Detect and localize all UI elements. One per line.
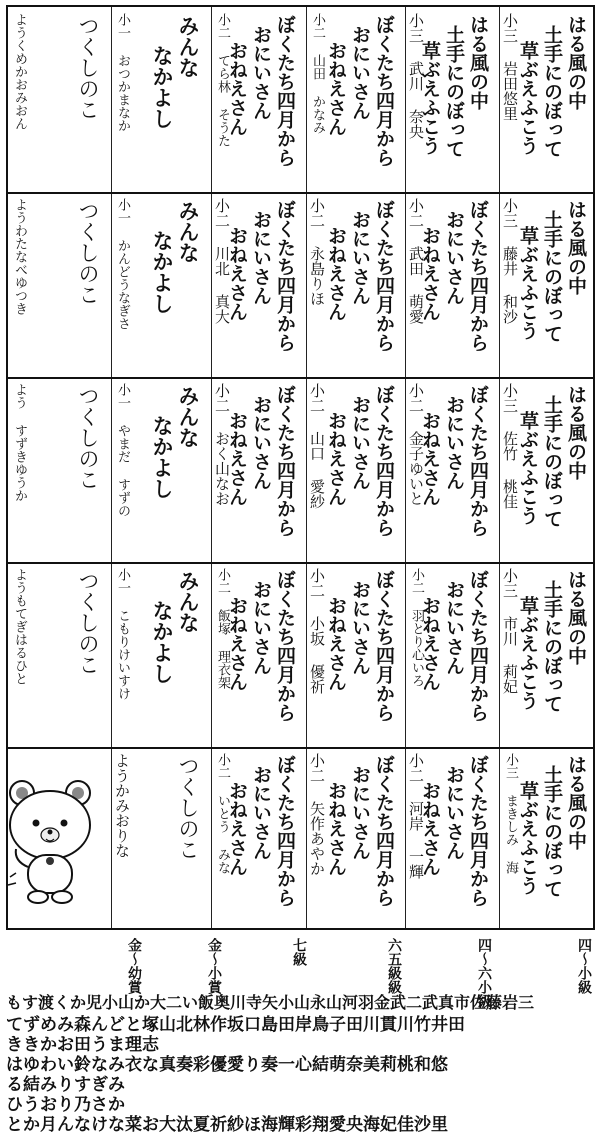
poem-line: 土手にのぼって [541,25,563,158]
poem-line: ぼくたち四月から [274,200,296,352]
poem-line: おにいさん [443,210,465,305]
student-name: 小二 矢作あやか [308,753,326,876]
poem-line: おにいさん [349,765,371,860]
poem-line: おねえさん [325,596,347,691]
award-label: 六五級級 [386,938,402,994]
poem-line: つくしのこ [76,15,100,120]
poem-line: おねえさん [226,596,248,691]
name-row: はゆわい鈴なみ衣な真奏彩優愛り奏一心結萌奈美莉桃和悠 [6,1055,448,1075]
student-name: 小三 佐竹 桃佳 [501,383,519,509]
poem-line: みんな [176,15,201,78]
poem-line: はる風の中 [565,15,587,110]
student-name: 小二 小坂 優祈 [308,568,326,694]
student-name: 小三 岩田悠里 [501,13,519,121]
column-divider [499,7,500,928]
student-name: 小三 市川 莉妃 [501,568,519,694]
award-label: 金〜小賞 [206,938,222,994]
student-name: 小二 羽とり心いろ [409,568,424,687]
poem-line: ぼくたち四月から [373,385,395,537]
poem-line: おねえさん [325,781,347,876]
poem-line: おねえさん [419,411,441,506]
poem-line: おにいさん [250,580,272,675]
poem-line: みんな [176,385,201,448]
poem-line: みんな [176,200,201,263]
poem-line: なかよし [150,230,175,314]
poem-line: ぼくたち四月から [274,570,296,722]
poem-line: おにいさん [443,395,465,490]
poem-line: おねえさん [226,41,248,136]
student-name: 小二 山田 かなみ [310,13,325,134]
poem-line: おにいさん [250,765,272,860]
poem-line: ぼくたち四月から [373,200,395,352]
student-name: 小三 藤井 和沙 [501,198,519,324]
student-name: 小二 おく山なお [213,383,231,506]
poem-line: おねえさん [226,411,248,506]
poem-line: ぼくたち四月から [274,15,296,167]
student-name: ようもてぎはるひと [12,568,27,685]
poem-line: つくしのこ [76,385,100,490]
student-name: 小二 いとう みな [215,753,230,874]
poem-line: おにいさん [443,765,465,860]
poem-line: つくしのこ [76,200,100,305]
award-label: 金〜幼賞 [126,938,142,994]
poem-line: おにいさん [443,580,465,675]
student-name: 小二 河岸 一輝 [407,753,425,879]
poem-line: 草ぶえふこう [419,41,441,155]
participant-name-list [6,990,595,1136]
poem-line: ぼくたち四月から [467,385,489,537]
poem-line: ぼくたち四月から [467,200,489,352]
student-name: ようわたなべゆつき [12,198,27,315]
poem-line: つくしのこ [76,570,100,675]
poem-line: おねえさん [325,226,347,321]
student-name: 小一 やまだ すずの [115,383,130,517]
poem-line: 草ぶえふこう [517,781,539,895]
student-name: 小三 武川 奈央 [407,13,425,139]
poem-line: 草ぶえふこう [517,411,539,525]
poem-line: おねえさん [419,226,441,321]
name-row: てずめみ森んどと塚山北林作坂口島田岸鳥子田川貫川竹井田 [6,1015,465,1035]
poem-line: おにいさん [250,25,272,120]
name-row: る結みりすぎみ [6,1075,125,1095]
poem-line: おねえさん [325,41,347,136]
poem-line: ぼくたち四月から [373,15,395,167]
column-divider [306,7,307,928]
row-divider [8,192,593,194]
student-name: 小一 かんどうなぎさ [115,198,130,330]
poem-line: 土手にのぼって [541,580,563,713]
student-name: 小二 山口 愛紗 [308,383,326,509]
poem-line: 土手にのぼって [443,25,465,158]
poem-line: おねえさん [325,411,347,506]
award-label: 四〜小級 [576,938,592,994]
poem-line: はる風の中 [565,570,587,665]
poem-line: おにいさん [250,395,272,490]
poem-line: おねえさん [226,226,248,321]
row-divider [8,747,593,749]
poem-line: はる風の中 [565,385,587,480]
poem-line: はる風の中 [467,15,489,110]
poem-line: おねえさん [226,781,248,876]
poem-line: はる風の中 [565,755,587,850]
column-divider [111,7,112,928]
student-name: よう すずきゆうか [12,383,27,502]
name-row: もす渡くか児小山か大二い飯奥川寺矢小山永山河羽金武二武真市佐藤岩三 [6,993,535,1012]
poem-line: つくしのこ [176,755,200,860]
poem-line: おにいさん [349,395,371,490]
student-name: 小二 武田 萌愛 [407,198,425,324]
student-name: 小二 川北 真大 [213,198,231,324]
poem-line: ぼくたち四月から [467,570,489,722]
student-name: 小二 飯塚 理衣架 [215,568,230,689]
student-name: ようくめかおみおん [12,13,27,130]
student-name: 小一 おつかまなか [115,13,130,132]
poem-line: ぼくたち四月から [274,755,296,907]
poem-line: おにいさん [349,25,371,120]
name-row: ききかお田うま理志 [6,1035,159,1055]
poem-line: 土手にのぼって [541,210,563,343]
poem-line: はる風の中 [565,200,587,295]
student-name: 小一 こもりけいすけ [115,568,130,700]
row-divider [8,377,593,379]
student-name: 小三 まきしみ 海 [503,753,518,874]
poem-line: 草ぶえふこう [517,226,539,340]
poem-line: おにいさん [349,210,371,305]
name-row: ひうおり乃さか [6,1095,125,1115]
poem-line: おねえさん [419,596,441,691]
award-label: 七級 [291,938,307,966]
poem-line: おにいさん [349,580,371,675]
poem-line: なかよし [150,415,175,499]
bear-mascot-icon [2,765,98,915]
poem-line: おにいさん [250,210,272,305]
poem-line: みんな [176,570,201,633]
row-divider [8,562,593,564]
name-row: とか月んなけな菜お大汰夏祈紗ほ海輝彩翔愛央海妃佳沙里 [6,1115,448,1135]
award-label: 四〜六小級 [476,938,492,1008]
poem-line: 土手にのぼって [541,395,563,528]
poem-line: ぼくたち四月から [373,570,395,722]
poem-line: ぼくたち四月から [373,755,395,907]
poem-line: 草ぶえふこう [517,41,539,155]
poem-line: なかよし [150,45,175,129]
poem-line: なかよし [150,600,175,684]
student-name: ようかみおりな [113,753,131,858]
column-divider [405,7,406,928]
student-name: 小二 てら林 そうた [215,13,230,147]
poem-line: 草ぶえふこう [517,596,539,710]
poem-line: 土手にのぼって [541,765,563,898]
student-name: 小二 永島りほ [308,198,326,306]
poem-line: ぼくたち四月から [467,755,489,907]
poem-line: ぼくたち四月から [274,385,296,537]
poem-line: おねえさん [419,781,441,876]
student-name: 小二 金子ゆいと [407,383,425,506]
column-divider [211,7,212,928]
